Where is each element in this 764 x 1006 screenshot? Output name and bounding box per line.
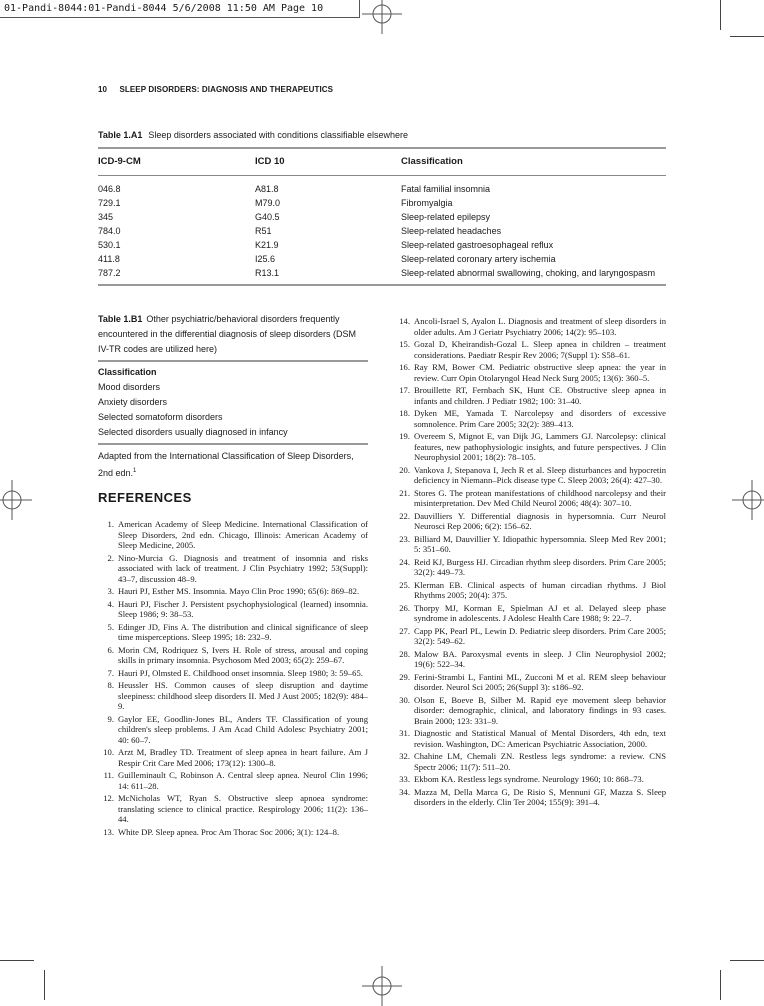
reference-number: 14. [399,316,410,326]
reference-number: 26. [399,602,410,613]
table-b1-caption-text: Other psychiatric/behavioral disorders frequently encountered in the differential diagnosis of sleep disorders (DSM IV-TR codes are utilized here) [98,314,356,354]
reference-number: 7. [107,667,114,678]
reference-text: Olson E, Boeve B, Silber M. Rapid eye movement sleep behavior disorder: demographic, clinical, and laboratory findings in 93 cases. Brain 2000; 123: 331–9. [414,694,666,726]
reference-number: 6. [107,644,114,655]
reference-text: Hauri PJ, Fischer J. Persistent psychophysiological (learned) insomnia. Sleep 1986; 9: 38–53. [118,598,368,619]
reference-text: Ferini-Strambi L, Fantini ML, Zucconi M et al. REM sleep behaviour disorder. Neurol Sci 2005; 26(Suppl 3): s186–92. [414,671,666,692]
reference-text: Thorpy MJ, Korman E, Spielman AJ et al. Delayed sleep phase syndrome in adolescents. J Adolesc Health Care 1988; 9: 22–7. [414,602,666,623]
table-a1-bottom-rule [98,284,666,286]
reference-text: Vankova J, Stepanova I, Jech R et al. Sleep disturbances and hypocretin deficiency in Niemann–Pick disease type C. Sleep 2003; 26(4): 427–30. [414,464,666,485]
reference-item [100,827,368,838]
reference-number: 20. [399,464,410,475]
reference-number: 13. [103,826,114,837]
crop-mark-tr-h [730,36,764,37]
reference-number: 30. [399,694,410,705]
cell-icd9: 345 [98,212,114,222]
cell-icd9: 530.1 [98,240,121,250]
running-head-title: SLEEP DISORDERS: DIAGNOSIS AND THERAPEUTICS [119,85,334,94]
reference-item [396,316,666,337]
reference-number: 22. [399,510,410,521]
reference-item [100,770,368,791]
registration-mark-left [0,480,32,520]
cell-classification: Fibromyalgia [401,198,453,208]
reference-item [396,626,666,647]
reference-number: 1. [107,519,114,529]
reference-text: McNicholas WT, Ryan S. Obstructive sleep apnoea syndrome: translating science to clinical practice. Respirology 2006; 11(2): 136–44. [118,793,368,824]
reference-number: 4. [107,598,114,609]
reference-item [396,385,666,406]
reference-item [100,680,368,712]
reference-item [100,519,368,551]
reference-item [100,747,368,768]
reference-text: Guilleminault C, Robinson A. Central sleep apnea. Neurol Clin 1996; 14: 611–28. [118,770,368,791]
table-row [98,238,666,252]
reference-item [396,465,666,486]
cell-icd10: M79.0 [255,198,281,208]
reference-number: 24. [399,556,410,567]
cell-icd10: R51 [255,226,272,236]
reference-item [100,668,368,679]
page-number: 10 [98,85,108,94]
reference-item [396,557,666,578]
reference-number: 28. [399,648,410,659]
reference-item [100,622,368,643]
cell-icd9: 046.8 [98,184,121,194]
table-b1-caption [98,312,368,357]
reference-number: 25. [399,579,410,590]
reference-text: White DP. Sleep apnea. Proc Am Thorac Soc 2006; 3(1): 124–8. [118,826,340,837]
reference-text: Overeem S, Mignot E, van Dijk JG, Lammers GJ. Narcolepsy: clinical features, new pathophysiologic insights, and future perspectives. J Clin Neurophysiol 2001; 18(2): 78–105. [414,431,666,462]
reference-text: Capp PK, Pearl PL, Lewin D. Pediatric sleep disorders. Prim Care 2005; 32(2): 549–62. [414,625,666,646]
reference-number: 29. [399,671,410,682]
table-header-classification: Classification [401,156,463,167]
cell-icd9: 729.1 [98,198,121,208]
reference-text: Diagnostic and Statistical Manual of Mental Disorders, 4th edn, text revision. Washington, DC: American Psychiatric Association, 2000. [414,728,666,749]
table-a1-body [98,176,666,284]
reference-item [396,511,666,532]
cell-classification: Sleep-related gastroesophageal reflux [401,240,554,250]
table-row [98,266,666,280]
reference-item [396,672,666,693]
reference-text: Ekbom KA. Restless legs syndrome. Neurology 1960; 10: 868–73. [414,774,644,784]
reference-number: 15. [399,339,410,349]
reference-item [396,362,666,383]
reference-text: Billiard M, Dauvillier Y. Idiopathic hypersomnia. Sleep Med Rev 2001; 5: 351–60. [414,533,666,554]
printer-slug: 01-Pandi-8044:01-Pandi-8044 5/6/2008 11:50 AM Page 10 [0,0,360,18]
reference-number: 34. [399,786,410,797]
table-header-icd10: ICD 10 [255,156,285,167]
cell-icd10: G40.5 [255,212,280,222]
reference-number: 5. [107,621,114,632]
reference-number: 16. [399,362,410,372]
crop-mark-br-v [720,970,721,1000]
crop-mark-tr-v [720,0,721,30]
table-a1-label: Table 1.A1 [98,130,143,140]
crop-mark-bl-h [0,960,34,961]
reference-text: Reid KJ, Burgess HJ. Circadian rhythm sleep disorders. Prim Care 2005; 32(2): 449–73. [414,556,666,577]
reference-number: 31. [399,728,410,738]
references-list-left [100,519,368,839]
table-row [98,252,666,266]
reference-item [396,603,666,624]
reference-number: 17. [399,385,410,395]
reference-number: 23. [399,533,410,544]
list-item: Selected somatoform disorders [98,412,223,422]
reference-item [396,695,666,727]
reference-number: 10. [103,747,114,757]
reference-text: Arzt M, Bradley TD. Treatment of sleep apnea in heart failure. Am J Respir Crit Care Med 2006; 173(12): 1300–8. [118,747,368,768]
reference-text: Dauvilliers Y. Differential diagnosis in hypersomnia. Curr Neurol Neurosci Rep 2006; 6(2): 156–62. [414,510,666,531]
cell-classification: Sleep-related abnormal swallowing, choking, and laryngospasm [401,268,656,278]
reference-item [396,580,666,601]
reference-item [396,339,666,360]
reference-item [396,751,666,772]
reference-text: Ray RM, Bower CM. Pediatric obstructive sleep apnea: the year in review. Curr Opin Otolaryngol Head Neck Surg 2005; 13(6): 360–5. [414,362,666,383]
cell-icd9: 411.8 [98,254,120,264]
reference-text: American Academy of Sleep Medicine. International Classification of Sleep Disorders, 2nd edn. Chicago, Illinois: American Academy of Sleep Medicine, 2005. [118,519,368,550]
reference-text: Gaylor EE, Goodlin-Jones BL, Anders TF. Classification of young children's sleep problems. J Am Acad Child Adolesc Psychiatry 2001; 40: 60–7. [118,713,368,745]
table-a1-caption-text: Sleep disorders associated with conditions classifiable elsewhere [148,130,408,140]
reference-item [100,599,368,620]
reference-text: Klerman EB. Clinical aspects of human circadian rhythms. J Biol Rhythms 2005; 20(4): 375. [414,579,666,600]
registration-mark-bottom [362,966,402,1006]
table-b1-list [98,362,368,443]
reference-number: 32. [399,751,410,761]
table-b1-label: Table 1.B1 [98,314,143,324]
cell-classification: Sleep-related epilepsy [401,212,491,222]
registration-mark-top [362,0,402,34]
cell-classification: Sleep-related coronary artery ischemia [401,254,556,264]
reference-text: Hauri PJ, Olmsted E. Childhood onset insomnia. Sleep 1980; 3: 59–65. [118,667,363,678]
references-list-right [396,316,666,810]
cell-icd9: 784.0 [98,226,121,236]
reference-item [396,787,666,808]
reference-text: Brouillette RT, Fernbach SK, Hunt CE. Obstructive sleep apnea in infants and children. J Pediatr 1982; 100: 31–40. [414,385,666,406]
reference-number: 8. [107,680,114,690]
reference-item [396,728,666,749]
reference-number: 2. [107,552,114,563]
reference-number: 11. [103,770,114,780]
reference-number: 12. [103,793,114,803]
table-a1-header-row [98,149,666,175]
reference-text: Stores G. The protean manifestations of childhood narcolepsy and their misinterpretation. Dev Med Child Neurol 2006; 48(4): 307–10. [414,487,666,508]
table-row [98,196,666,210]
reference-item [396,649,666,670]
reference-item [100,793,368,825]
reference-number: 9. [107,713,114,724]
table-a1 [98,130,666,286]
reference-text: Edinger JD, Fins A. The distribution and clinical significance of sleep time misperceptions. Sleep 1995; 18: 232–9. [118,621,368,642]
table-a1-caption [98,130,666,140]
table-row [98,224,666,238]
reference-item [100,586,368,597]
cell-icd9: 787.2 [98,268,121,278]
list-item: Anxiety disorders [98,397,168,407]
table-b1-source-text: Adapted from the International Classification of Sleep Disorders, 2nd edn. [98,451,354,478]
reference-text: Mazza M, Della Marca G, De Risio S, Mennuni GF, Mazza S. Sleep disorders in the elderly. Clin Ter 2004; 155(9): 391–4. [414,786,666,807]
reference-item [100,645,368,666]
reference-item [100,553,368,585]
table-header-icd9: ICD-9-CM [98,156,141,167]
reference-item [396,488,666,509]
reference-number: 27. [399,625,410,636]
cell-icd10: K21.9 [255,240,279,250]
table-b1-header: Classification [98,367,157,377]
reference-item [396,534,666,555]
list-item: Selected disorders usually diagnosed in infancy [98,427,288,437]
reference-text: Nino-Murcia G. Diagnosis and treatment of insomnia and risks associated with lack of treatment. J Clin Psychiatry 1992; 53(Suppl): 43–7, discussion 48–9. [118,552,368,584]
reference-item [100,714,368,746]
reference-text: Hauri PJ, Esther MS. Insomnia. Mayo Clin Proc 1990; 65(6): 869–82. [118,586,360,596]
reference-number: 21. [399,487,410,498]
crop-mark-br-h [730,960,764,961]
crop-mark-bl-v [44,970,45,1000]
reference-text: Morin CM, Rodriquez S, Ivers H. Role of stress, arousal and coping skills in primary insomnia. Psychosom Med 2003; 65(2): 259–67. [118,644,368,665]
running-head [98,85,333,94]
cell-classification: Sleep-related headaches [401,226,502,236]
table-row [98,210,666,224]
table-b1-source-note [98,449,368,481]
reference-item [396,408,666,429]
reference-number: 18. [399,408,410,418]
list-item: Mood disorders [98,382,161,392]
references-heading: REFERENCES [98,490,192,505]
table-b1 [98,312,368,481]
reference-item [396,431,666,463]
table-b1-bottom-rule [98,443,368,445]
cell-icd10: R13.1 [255,268,280,278]
cell-icd10: I25.6 [255,254,276,264]
reference-text: Heussler HS. Common causes of sleep disruption and daytime sleepiness: childhood sleep disorders II. Med J Aust 2005; 182(9): 484–9. [118,680,368,711]
reference-number: 19. [399,431,410,441]
reference-text: Malow BA. Paroxysmal events in sleep. J Clin Neurophysiol 2002; 19(6): 522–34. [414,648,666,669]
table-row [98,182,666,196]
reference-item [396,774,666,785]
cell-icd10: A81.8 [255,184,279,194]
table-b1-source-ref: 1 [133,468,137,474]
reference-number: 3. [107,586,114,596]
reference-text: Gozal D, Kheirandish-Gozal L. Sleep apnea in children – treatment considerations. Paediatr Respir Rev 2006; 7(Suppl 1): S58–61. [414,339,666,360]
registration-mark-right [732,480,764,520]
reference-text: Chahine LM, Chemali ZN. Restless legs syndrome: a review. CNS Spectr 2006; 11(7): 511–20. [414,751,666,772]
reference-number: 33. [399,774,410,784]
reference-text: Dyken ME, Yamada T. Narcolepsy and disorders of excessive somnolence. Prim Care 2005; 32(2): 389–413. [414,408,666,429]
reference-text: Ancoli-Israel S, Ayalon L. Diagnosis and treatment of sleep disorders in older adults. Am J Geriatr Psychiatry 2006; 14(2): 95–103. [414,316,666,337]
cell-classification: Fatal familial insomnia [401,184,491,194]
